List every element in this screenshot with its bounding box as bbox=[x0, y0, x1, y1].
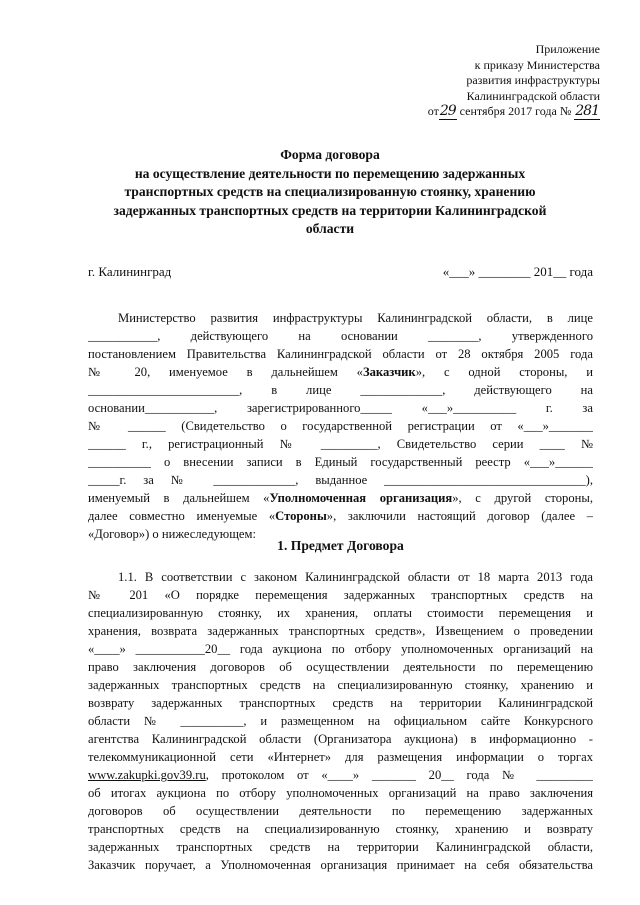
section-line: договоров об осуществлении деятельности по перемещению задержанных bbox=[88, 804, 593, 818]
intro-line: ______ г., регистрационный № _________, Свидетельство серии ____ № bbox=[88, 437, 593, 451]
section-line: Заказчик поручает, а Уполномоченная организация принимает на себя обязательства bbox=[88, 858, 593, 872]
title-line-3: транспортных средств на специализированную стоянку, хранению bbox=[124, 184, 536, 199]
appendix-line-3: развития инфраструктуры bbox=[466, 73, 600, 87]
date-prefix: от bbox=[427, 104, 439, 118]
intro-line: Министерство развития инфраструктуры Калининградской области, в лице bbox=[118, 311, 593, 325]
section-line: задержанных транспортных средств на территории Калининградской области, bbox=[88, 840, 593, 854]
section-line: возврату задержанных транспортных средств на территории Калининградской bbox=[88, 696, 593, 710]
intro-paragraph bbox=[88, 309, 593, 543]
section-line: области № __________, и размещенном на официальном сайте Конкурсного bbox=[88, 714, 593, 728]
intro-line: № ______ (Свидетельство о государственной регистрации от «___»_______ bbox=[88, 419, 593, 433]
section-line: об итогах аукциона по отбору уполномоченных организаций на право заключения bbox=[88, 786, 593, 800]
section-line: «____» ___________20__ года аукциона по отбору уполномоченных организаций на bbox=[88, 642, 593, 656]
title-line-5: области bbox=[305, 221, 355, 236]
party-organization: Уполномоченная организация bbox=[269, 491, 453, 505]
title-line-1: Форма договора bbox=[280, 147, 380, 162]
intro-line: __________ о внесении записи в Единый государственный реестр «___»______ bbox=[88, 455, 593, 469]
handwritten-day: 29 bbox=[439, 103, 456, 119]
place-date-row bbox=[88, 264, 593, 280]
appendix-line-1: Приложение bbox=[535, 42, 600, 56]
section-line: 1.1. В соответствии с законом Калининградской области от 18 марта 2013 года bbox=[118, 570, 593, 584]
zakupki-link[interactable]: www.zakupki.gov39.ru bbox=[88, 768, 206, 782]
text-fragment: », с одной стороны, и bbox=[415, 365, 593, 379]
text-fragment: именуемый в дальнейшем « bbox=[88, 491, 270, 505]
date-rest: сентября 2017 года № bbox=[459, 104, 572, 118]
section-1-heading: 1. Предмет Договора bbox=[277, 538, 404, 553]
intro-line bbox=[88, 507, 593, 525]
text-fragment: далее совместно именуемые « bbox=[88, 509, 276, 523]
text-fragment: № 20, именуемое в дальнейшем « bbox=[88, 365, 363, 379]
section-line: право заключения договоров об осуществлении деятельности по перемещению bbox=[88, 660, 593, 674]
intro-line bbox=[88, 489, 593, 507]
intro-line: основании___________, зарегистрированного_____ «___»__________ г. за bbox=[88, 401, 593, 415]
city: г. Калининград bbox=[88, 264, 172, 279]
text-fragment: », заключили настоящий договор (далее – bbox=[326, 509, 593, 523]
contract-date: «___» ________ 201__ года bbox=[442, 264, 593, 279]
section-line bbox=[88, 766, 593, 784]
handwritten-number: 281 bbox=[575, 103, 599, 119]
title-line-4: задержанных транспортных средств на территории Калининградской bbox=[113, 202, 547, 218]
intro-line bbox=[88, 363, 593, 381]
section-line: задержанных транспортных средств на специализированную стоянку, хранению и bbox=[88, 678, 593, 692]
intro-line: «Договор») о нижеследующем: bbox=[88, 527, 256, 541]
appendix-line-2: к приказу Министерства bbox=[474, 57, 600, 72]
intro-line: постановлением Правительства Калининградской области от 28 октября 2005 года bbox=[88, 347, 593, 361]
party-customer: Заказчик bbox=[362, 365, 416, 379]
section-line: № 201 «О порядке перемещения задержанных транспортных средств на bbox=[88, 588, 593, 602]
intro-line: _____г. за № _____________, выданное ________________________________), bbox=[88, 473, 593, 487]
text-fragment: , протоколом от «____» _______ 20__ года № _________ bbox=[205, 768, 593, 782]
text-fragment: », с другой стороны, bbox=[452, 491, 593, 505]
section-line: транспортных средств на специализированную стоянку, хранению и возврату bbox=[88, 822, 593, 836]
title-line-2: на осуществление деятельности по перемещению задержанных bbox=[134, 165, 526, 181]
intro-line: ___________, действующего на основании ________, утвержденного bbox=[88, 329, 593, 343]
appendix-date-line bbox=[428, 104, 600, 120]
parties-term: Стороны bbox=[275, 509, 327, 523]
section-line: специализированную стоянку, их хранения, оплаты стоимости перемещения и bbox=[88, 606, 593, 620]
section-line: хранения, возврата задержанных транспортных средств», Извещением о проведении bbox=[88, 624, 593, 638]
appendix-line-4: Калининградской области bbox=[466, 88, 600, 103]
section-1-paragraph bbox=[88, 568, 593, 874]
section-line: телекоммуникационной сети «Интернет» для размещения информации о торгах bbox=[88, 750, 593, 764]
intro-line: ________________________, в лице _____________, действующего на bbox=[88, 383, 593, 397]
section-line: агентства Калининградской области (Организатора аукциона) в информационно - bbox=[88, 732, 593, 746]
appendix-header bbox=[428, 42, 600, 120]
document-title bbox=[70, 146, 590, 239]
